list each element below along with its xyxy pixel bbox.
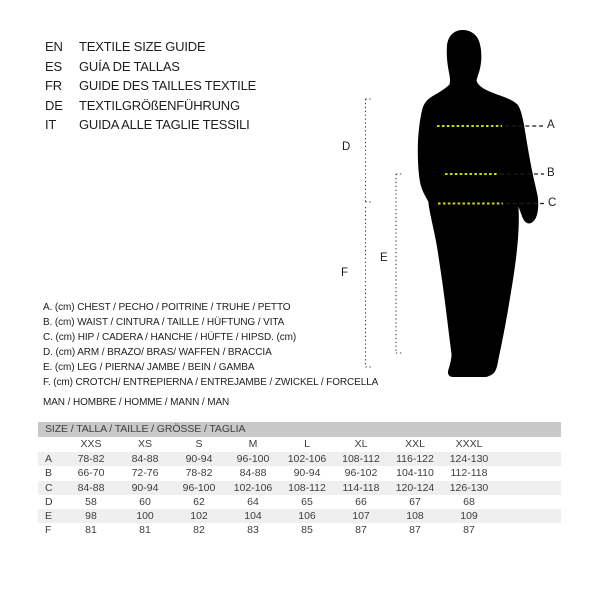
marker-arm-d: D [342, 141, 351, 153]
cell: 102-106 [233, 481, 273, 494]
legend-item-hip: C. (cm) HIP / CADERA / HANCHE / HÜFTE / HIPSD. (cm) [43, 331, 297, 343]
cell: 65 [301, 495, 313, 508]
cell: 96-102 [344, 467, 378, 480]
language-title: TEXTILE SIZE GUIDE [79, 39, 206, 54]
table-row-chest [38, 452, 561, 466]
cell: 107 [352, 510, 370, 523]
cell: 87 [409, 524, 421, 537]
cell: 108 [406, 510, 424, 523]
cell-filler [496, 481, 561, 495]
cell: 106 [298, 510, 316, 523]
gender-line: MAN / HOMBRE / HOMME / MANN / MAN [43, 397, 230, 409]
cell: 84-88 [77, 481, 105, 494]
cell: 108-112 [288, 481, 326, 494]
cell: 66 [355, 495, 367, 508]
cell: 60 [139, 495, 151, 508]
cell: 84-88 [131, 453, 159, 465]
language-code: EN [45, 39, 63, 54]
cell: 96-100 [236, 453, 270, 465]
cell: 81 [139, 524, 151, 537]
language-title: GUIDE DES TAILLES TEXTILE [79, 78, 257, 94]
cell: 98 [85, 510, 97, 523]
measurement-legend [43, 301, 378, 411]
cell: 78-82 [185, 467, 213, 480]
cell: 67 [409, 495, 421, 508]
cell: 87 [355, 524, 367, 537]
language-code: IT [45, 117, 57, 133]
row-label: E [45, 510, 53, 523]
cell: 124-130 [449, 453, 489, 465]
row-label: D [45, 495, 53, 508]
size-header-s: S [195, 438, 203, 450]
size-table-header-row [38, 437, 561, 452]
language-title: TEXTILGRÖßENFÜHRUNG [79, 97, 240, 113]
marker-leg-e: E [380, 252, 388, 264]
legend-item-arm: D. (cm) ARM / BRAZO/ BRAS/ WAFFEN / BRACCIA [43, 346, 272, 358]
row-label: A [45, 453, 53, 465]
legend-item-waist: B. (cm) WAIST / CINTURA / TAILLE / HÜFTUNG / VITA [43, 316, 285, 328]
cell: 90-94 [185, 453, 213, 465]
cell-filler [496, 452, 561, 466]
cell: 90-94 [293, 467, 321, 480]
size-table-caption: SIZE / TALLA / TAILLE / GRÖSSE / TAGLIA [38, 422, 561, 437]
row-label: F [45, 524, 52, 537]
legend-item-crotch: F. (cm) CROTCH/ ENTREPIERNA / ENTREJAMBE / ZWICKEL / FORCELLA [43, 376, 379, 388]
cell: 85 [301, 524, 313, 537]
cell: 104-110 [396, 467, 434, 480]
cell: 120-124 [395, 481, 435, 494]
cell: 114-118 [342, 481, 380, 494]
table-row-arm [38, 495, 561, 509]
cell: 96-100 [182, 481, 216, 494]
size-header-l: L [304, 438, 310, 450]
cell: 84-88 [239, 467, 267, 480]
row-label: B [45, 467, 53, 480]
language-title: GUÍA DE TALLAS [79, 58, 180, 74]
cell: 87 [463, 524, 475, 537]
row-label: C [45, 481, 53, 494]
table-row-waist [38, 466, 561, 480]
cell: 83 [247, 524, 259, 537]
language-title: GUIDA ALLE TAGLIE TESSILI [79, 117, 250, 133]
size-header-blank [38, 437, 64, 452]
cell-filler [496, 523, 561, 537]
size-header-xs: XS [137, 438, 152, 450]
size-table [38, 437, 561, 538]
size-header-xl: XL [354, 438, 368, 450]
language-code: DE [45, 97, 63, 113]
cell: 58 [85, 495, 97, 508]
legend-item-chest: A. (cm) CHEST / PECHO / POITRINE / TRUHE / PETTO [43, 302, 291, 313]
table-row-hip [38, 481, 561, 495]
size-header-m: M [248, 438, 258, 450]
language-code: FR [45, 78, 62, 94]
cell: 90-94 [131, 481, 159, 494]
marker-chest-a: A [547, 119, 555, 131]
cell-filler [496, 466, 561, 480]
cell: 126-130 [449, 481, 489, 494]
cell: 102-106 [287, 453, 327, 465]
marker-crotch-f: F [341, 267, 349, 279]
cell: 109 [460, 510, 478, 523]
cell: 62 [193, 495, 205, 508]
cell-filler [496, 495, 561, 509]
cell: 72-76 [131, 467, 159, 480]
cell: 102 [190, 510, 208, 523]
size-header-filler [496, 437, 561, 452]
size-header-xxl: XXL [405, 438, 425, 450]
cell: 116-122 [396, 453, 434, 465]
size-table-section [38, 422, 561, 538]
cell: 104 [244, 510, 262, 523]
cell: 68 [463, 495, 475, 508]
cell: 112-118 [450, 467, 488, 480]
language-code: ES [45, 58, 62, 74]
size-header-xxxl: XXXL [455, 438, 483, 450]
marker-waist-b: B [547, 167, 555, 179]
cell: 81 [85, 524, 97, 537]
cell: 100 [136, 510, 154, 523]
cell-filler [496, 509, 561, 523]
table-row-crotch [38, 523, 561, 537]
cell: 78-82 [77, 453, 105, 465]
table-row-leg [38, 509, 561, 523]
marker-hip-c: C [548, 197, 557, 209]
cell: 108-112 [342, 453, 380, 465]
legend-item-leg: E. (cm) LEG / PIERNA/ JAMBE / BEIN / GAMBA [43, 361, 255, 373]
cell: 64 [247, 495, 259, 508]
size-header-xxs: XXS [80, 438, 102, 450]
cell: 66-70 [77, 467, 105, 480]
cell: 82 [193, 524, 205, 537]
